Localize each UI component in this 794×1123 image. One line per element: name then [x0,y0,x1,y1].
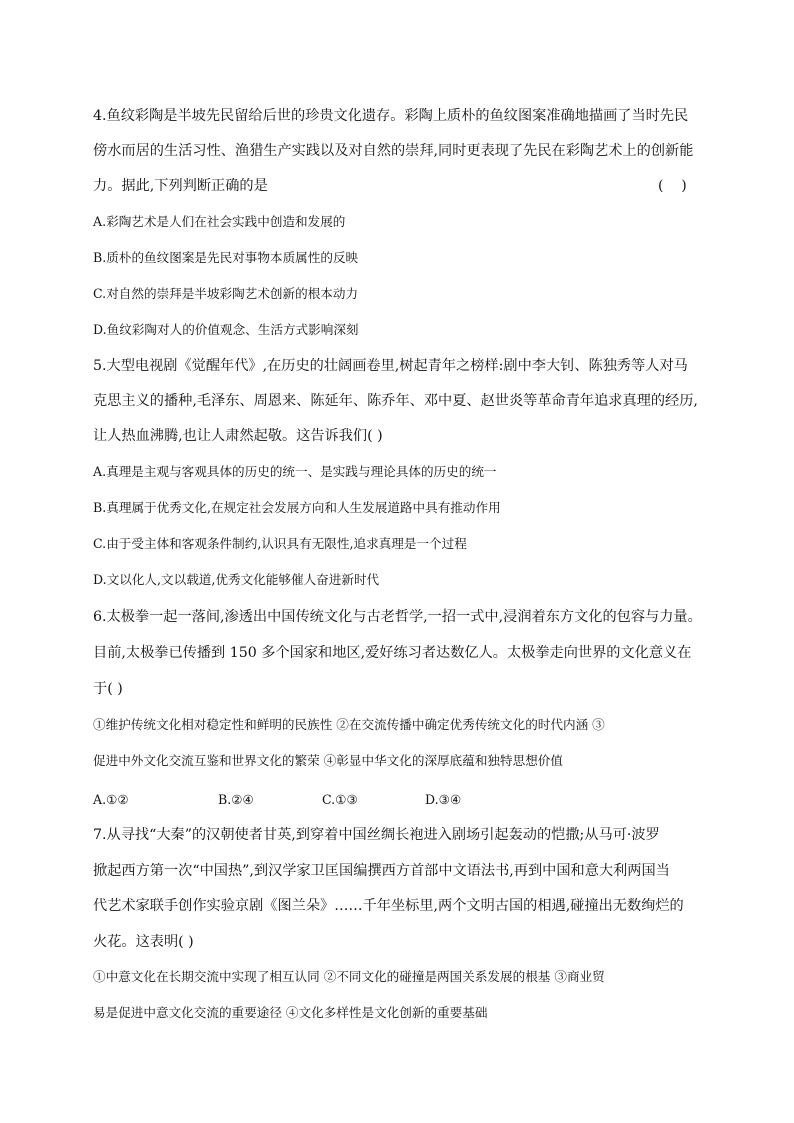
question-6-stem-line-2: 目前,太极拳已传播到 150 多个国家和地区,爱好练习者达数亿人。太极拳走向世界的文化意义在 [93,645,692,661]
question-4-stem-line-1: 4.鱼纹彩陶是半坡先民留给后世的珍贵文化遗存。彩陶上质朴的鱼纹图案准确地描画了当时先民 [93,108,689,124]
question-5-stem-line-2: 克思主义的播种,毛泽东、周恩来、陈延年、陈乔年、邓中夏、赵世炎等革命青年追求真理的经历, [93,393,698,409]
question-6-stem-line-1: 6.太极拳一起一落间,渗透出中国传统文化与古老哲学,一招一式中,浸润着东方文化的包容与力量。 [93,609,702,625]
statement-line-2: 促进中外文化交流互鉴和世界文化的繁荣 ④彰显中华文化的深厚底蕴和独特思想价值 [93,753,563,768]
option-d: D.鱼纹彩陶对人的价值观念、生活方式影响深刻 [93,322,359,337]
option-a: A.彩陶艺术是人们在社会实践中创造和发展的 [93,214,346,229]
statement-line-1: ①中意文化在长期交流中实现了相互认同 ②不同文化的碰撞是两国关系发展的根基 ③商业贸 [93,969,605,984]
question-7-stem-line-1: 7.从寻找“大秦”的汉朝使者甘英,到穿着中国丝绸长袍进入剧场引起轰动的恺撒;从马可·波罗 [93,827,660,843]
question-5-stem-line-1: 5.大型电视剧《觉醒年代》,在历史的壮阔画卷里,树起青年之榜样:剧中李大钊、陈独秀等人对马 [93,358,688,374]
choice-b: B.②④ [218,792,254,807]
question-5-stem-line-3: 让人热血沸腾,也让人肃然起敬。这告诉我们( ) [93,428,383,444]
choice-a: A.①② [93,792,129,807]
choice-c: C.①③ [322,792,358,807]
question-6-stem-line-3: 于( ) [93,681,123,697]
option-c: C.由于受主体和客观条件制约,认识具有无限性,追求真理是一个过程 [93,536,467,551]
option-b: B.质朴的鱼纹图案是先民对事物本质属性的反映 [93,250,359,265]
option-b: B.真理属于优秀文化,在规定社会发展方向和人生发展道路中具有推动作用 [93,500,501,515]
option-a: A.真理是主观与客观具体的历史的统一、是实践与理论具体的历史的统一 [93,464,497,479]
option-d: D.文以化人,文以载道,优秀文化能够催人奋进新时代 [93,572,380,587]
statement-line-2: 易是促进中意文化交流的重要途径 ④文化多样性是文化创新的重要基础 [93,1005,488,1020]
choice-d: D.③④ [425,792,462,807]
statement-line-1: ①维护传统文化相对稳定性和鲜明的民族性 ②在交流传播中确定优秀传统文化的时代内涵 ③ [93,717,605,732]
question-7-stem-line-3: 代艺术家联手创作实验京剧《图兰朵》……千年坐标里,两个文明古国的相遇,碰撞出无数绚烂的 [93,898,684,914]
question-7-stem-line-2: 掀起西方第一次“中国热”,到汉学家卫匡国编撰西方首部中文语法书,再到中国和意大利两国当 [93,863,670,879]
answer-parentheses: ( ) [658,178,687,194]
option-c: C.对自然的崇拜是半坡彩陶艺术创新的根本动力 [93,286,359,301]
question-7-stem-line-4: 火花。这表明( ) [93,934,194,950]
question-4-stem-line-2: 傍水而居的生活习性、渔猎生产实践以及对自然的崇拜,同时更表现了先民在彩陶艺术上的创新能 [93,143,694,159]
question-4-stem-line-3: 力。据此,下列判断正确的是 [93,178,268,194]
